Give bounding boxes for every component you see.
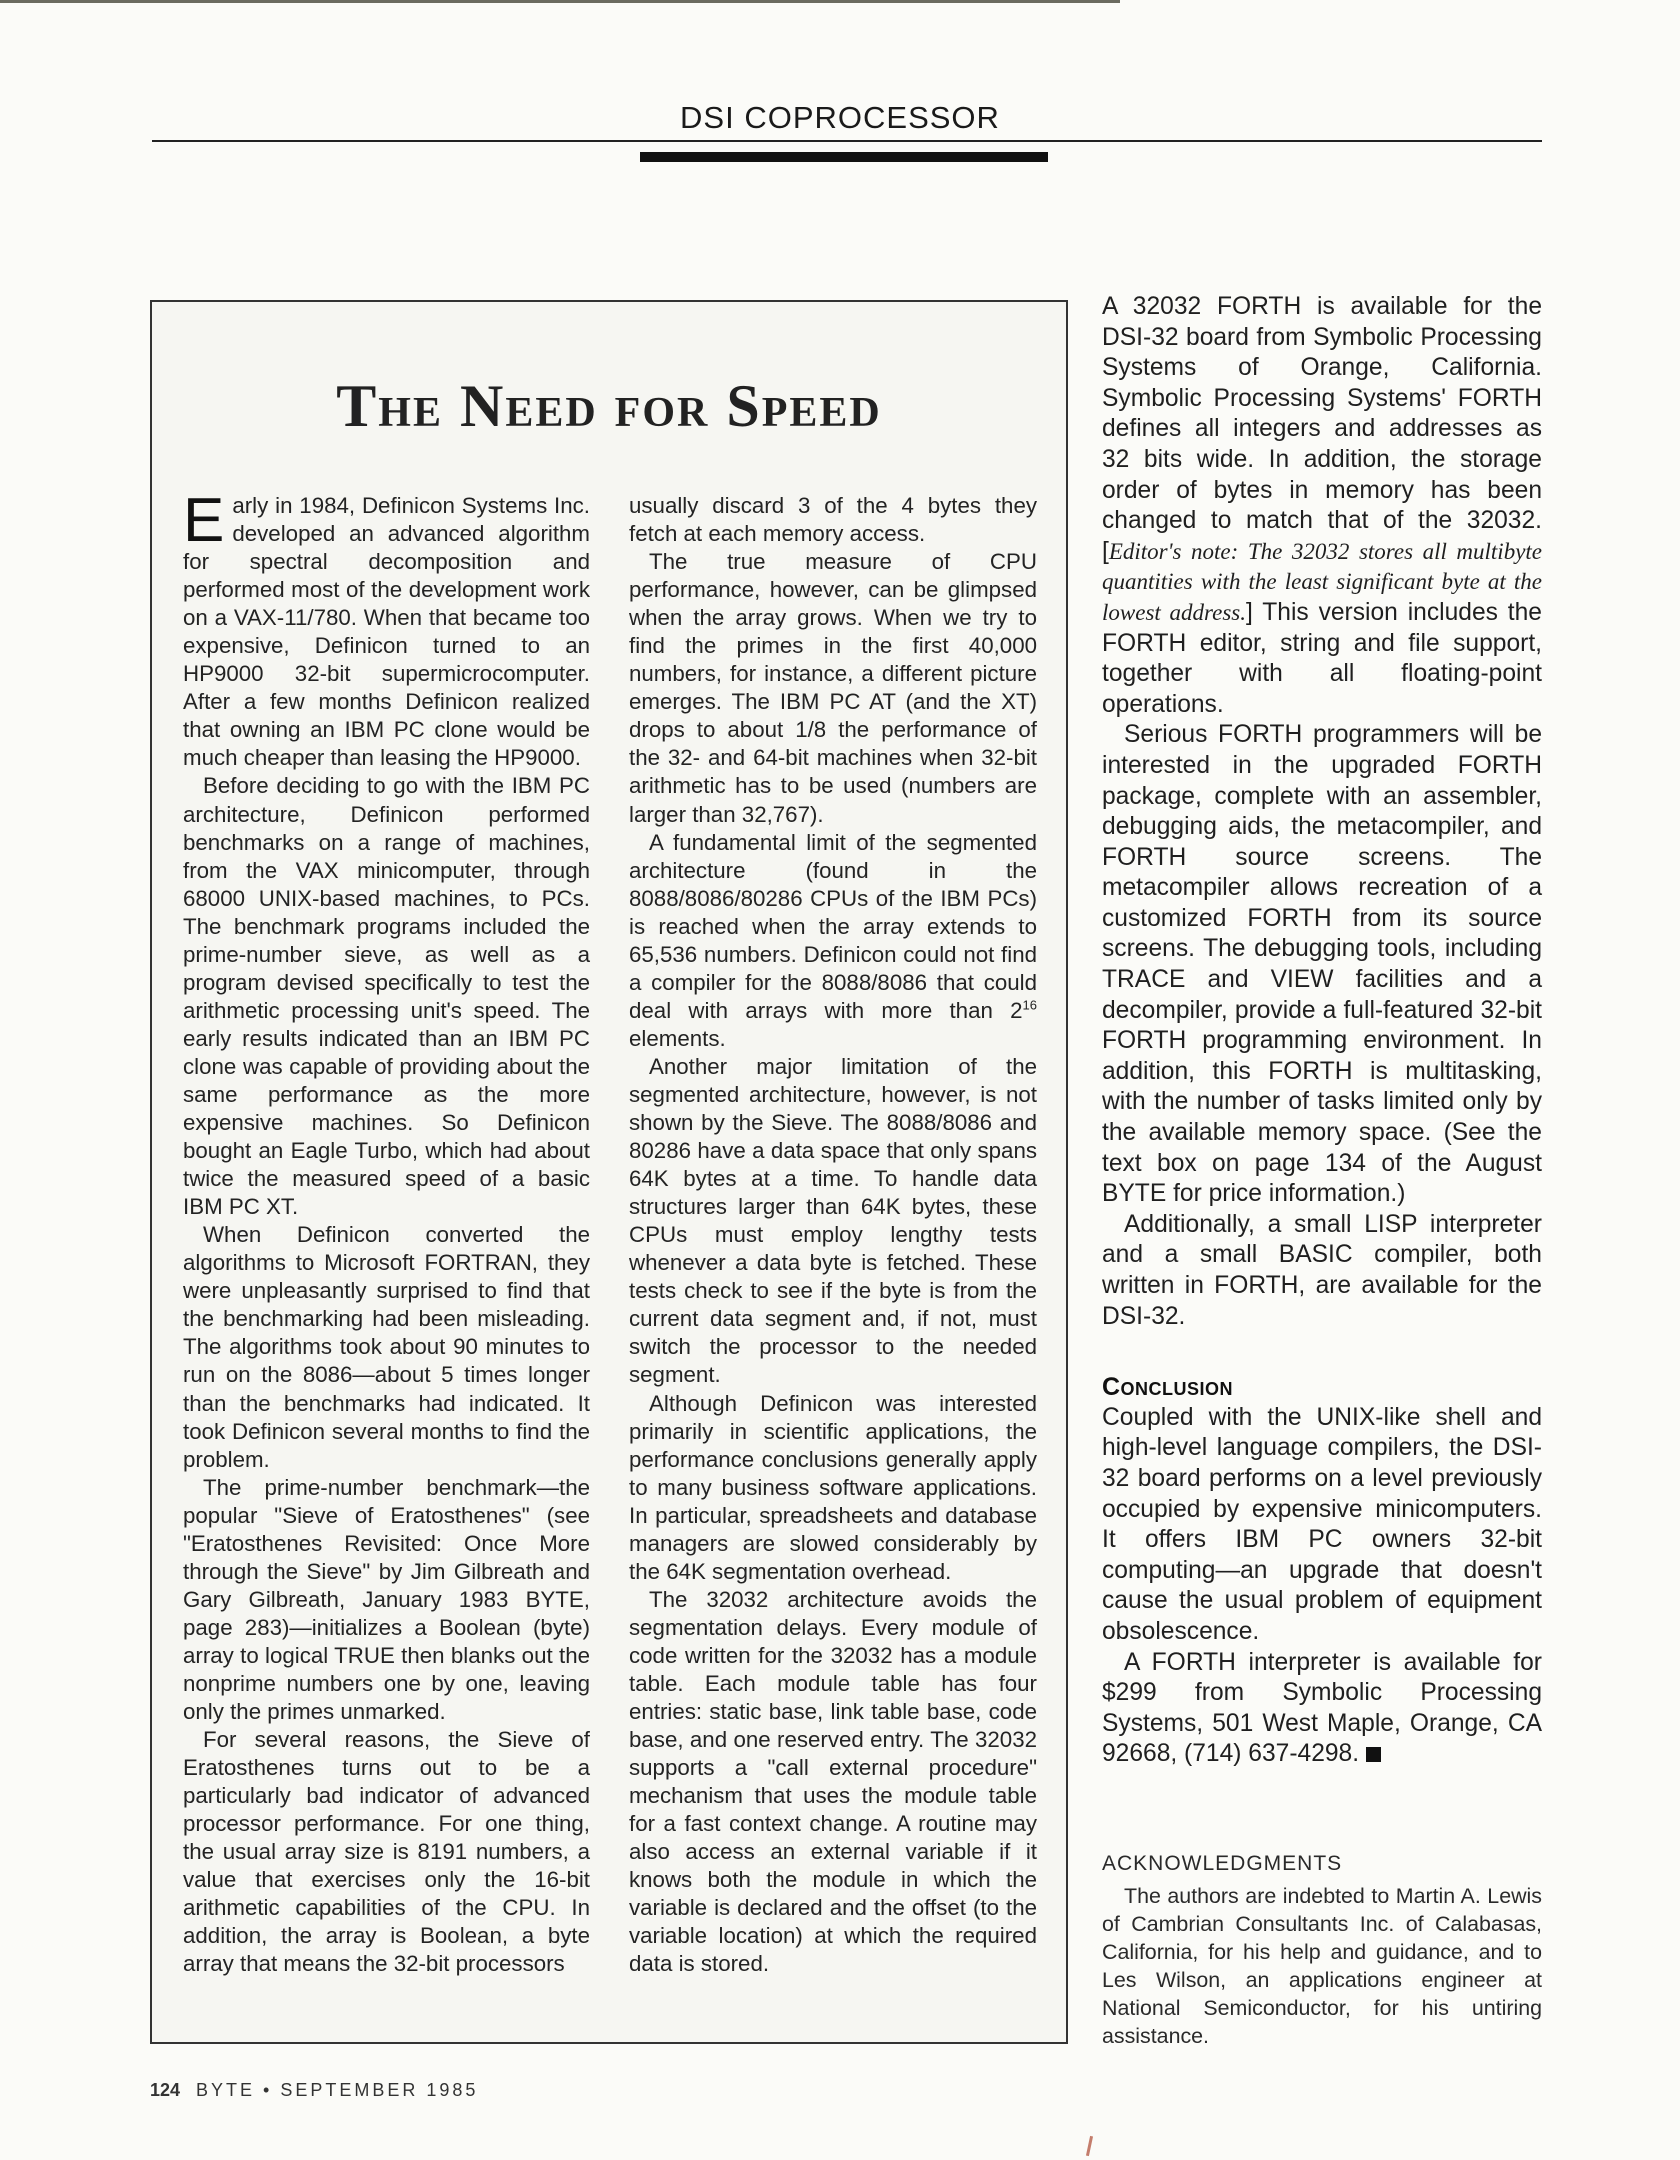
- conclusion-heading: Conclusion: [1102, 1373, 1234, 1402]
- sidebar-mid-column: [629, 492, 1037, 1978]
- header-bar: [640, 152, 1048, 162]
- article-paragraph: Serious FORTH programmers will be interested in the upgraded FORTH package, complete with an assembler, debugging aids, the metacompiler, and FORTH source screens. The metacompiler allows recreation of a customized FORTH from its source screens. The debugging tools, including TRACE and VIEW facilities and a decompiler, provide a full-featured 32-bit FORTH programming environment. In addition, this FORTH is multitasking, with the number of tasks limited only by the available memory space. (See the text box on page 134 of the August BYTE for price information.): [1102, 721, 1542, 1208]
- page-footer: [150, 2080, 478, 2101]
- article-paragraph: Additionally, a small LISP interpreter and a small BASIC compiler, both written in FORTH, are available for the DSI-32.: [1102, 1210, 1542, 1330]
- acknowledgments-text: The authors are indebted to Martin A. Lewis of Cambrian Consultants Inc. of Calabasas, California, for his help and guidance, and to Les Wilson, an applications engineer at National Semiconductor, for his untiring assistance.: [1102, 1884, 1542, 2048]
- page-top-edge: [0, 0, 1120, 3]
- drop-cap: E: [183, 486, 225, 555]
- sidebar-title: The Need for Speed: [336, 373, 882, 439]
- sidebar-left-column: [183, 486, 590, 1978]
- end-mark-icon: [1366, 1747, 1381, 1762]
- sidebar-paragraph: Although Definicon was interested primarily in scientific applications, the performance conclusions generally apply to many business software applications. In particular, spreadsheets and database managers are slowed considerably by the 64K segmentation overhead.: [629, 1390, 1037, 1584]
- sidebar-paragraph: usually discard 3 of the 4 bytes they fetch at each memory access.: [629, 493, 1037, 547]
- sidebar-paragraph: For several reasons, the Sieve of Eratosthenes turns out to be a particularly bad indicator of advanced processor performance. For one thing, the usual array size is 8191 numbers, a value that exercises only the 16-bit arithmetic capabilities of the CPU. In addition, the array is Boolean, a byte array that means the 32-bit processors: [183, 1727, 590, 1977]
- sidebar-paragraph: The prime-number benchmark—the popular "Sieve of Eratosthenes" (see "Eratosthenes Revisited: Once More through the Sieve" by Jim Gilbreath and Gary Gilbreath, January 1983 BYTE, page 283)—initializes a Boolean (byte) array to logical TRUE then blanks out the nonprime numbers one by one, leaving only the primes unmarked.: [183, 1474, 590, 1725]
- header-rule: [152, 140, 1542, 142]
- superscript: 16: [1022, 997, 1037, 1013]
- pencil-mark: [1086, 2136, 1093, 2156]
- sidebar-paragraph: Early in 1984, Definicon Systems Inc. developed an advanced algorithm for spectral decomposition and performed most of the development work on a VAX-11/780. When that became too expensive, Definicon turned to an HP9000 32-bit supermicrocomputer. After a few months Definicon realized that owning an IBM PC clone would be much cheaper than leasing the HP9000.: [183, 486, 590, 771]
- acknowledgments-heading: ACKNOWLEDGMENTS: [1102, 1852, 1343, 1875]
- article-paragraph: A 32032 FORTH is available for the DSI-32 board from Symbolic Processing Systems of Orange, California. Symbolic Processing Systems' FORTH defines all integers and addresses as 32 bits wide. In addition, the storage order of bytes in memory has been changed to match that of the 32032. [Editor's note: The 32032 stores all multibyte quantities with the least significant byte at the lowest address.] This version includes the FORTH editor, string and file support, together with all floating-point operations.: [1102, 293, 1542, 718]
- editor-note: Editor's note: The 32032 stores all multibyte quantities with the least significant byte at the lowest address.: [1102, 538, 1542, 625]
- footer-magazine: BYTE • SEPTEMBER 1985: [196, 2080, 479, 2100]
- sidebar-paragraph: The 32032 architecture avoids the segmentation delays. Every module of code written for the 32032 has a module table. Each module table has four entries: static base, link table base, code base, and one reserved entry. The 32032 supports a "call external procedure" mechanism that uses the module table for a fast context change. A routine may also access an external variable if it knows both the module in which the variable is declared and the offset (to the variable location) at which the required data is stored.: [629, 1586, 1037, 1977]
- running-head: DSI COPROCESSOR: [680, 100, 1000, 135]
- article-right-column: [1102, 292, 1542, 1770]
- page-number: 124: [150, 2080, 181, 2100]
- article-paragraph: A FORTH interpreter is available for $299 from Symbolic Processing Systems, 501 West Maple, Orange, CA 92668, (714) 637-4298.: [1102, 1648, 1542, 1768]
- sidebar-paragraph: The true measure of CPU performance, however, can be glimpsed when the array grows. When we try to find the primes in the first 40,000 numbers, for instance, a different picture emerges. The IBM PC AT (and the XT) drops to about 1/8 the performance of the 32- and 64-bit machines when 32-bit arithmetic has to be used (numbers are larger than 32,767).: [629, 549, 1037, 827]
- sidebar-paragraph: When Definicon converted the algorithms to Microsoft FORTRAN, they were unpleasantly surprised to find that the benchmarking had been misleading. The algorithms took about 90 minutes to run on the 8086—about 5 times longer than the benchmarks had indicated. It took Definicon several months to find the problem.: [183, 1222, 590, 1472]
- sidebar-paragraph: A fundamental limit of the segmented architecture (found in the 8088/8086/80286 CPUs of the IBM PCs) is reached when the array extends to 65,536 numbers. Definicon could not find a compiler for the 8088/8086 that could deal with arrays with more than $2^{16}$ elements.: [629, 829, 1037, 1051]
- sidebar-paragraph: Before deciding to go with the IBM PC architecture, Definicon performed benchmarks on a range of machines, from the VAX minicomputer, through 68000 UNIX-based machines, to PCs. The benchmark programs included the prime-number sieve, as well as a program devised specifically to test the arithmetic processing unit's speed. The early results indicated than an IBM PC clone was capable of providing about the same performance as the more expensive machines. So Definicon bought an Eagle Turbo, which had about twice the measured speed of a basic IBM PC XT.: [183, 773, 590, 1220]
- sidebar-box: [150, 300, 1068, 2044]
- sidebar-paragraph: Another major limitation of the segmented architecture, however, is not shown by the Sieve. The 8088/8086 and 80286 have a data space that only spans 64K bytes at a time. To handle data structures larger than 64K bytes, these CPUs must employ lengthy tests whenever a data byte is fetched. These tests check to see if the byte is from the current data segment and, if not, must switch the processor to the needed segment.: [629, 1053, 1037, 1388]
- article-paragraph: Coupled with the UNIX-like shell and high-level language compilers, the DSI-32 board performs on a level previously occupied by expensive minicomputers. It offers IBM PC owners 32-bit computing—an upgrade that doesn't cause the usual problem of equipment obsolescence.: [1102, 1403, 1542, 1645]
